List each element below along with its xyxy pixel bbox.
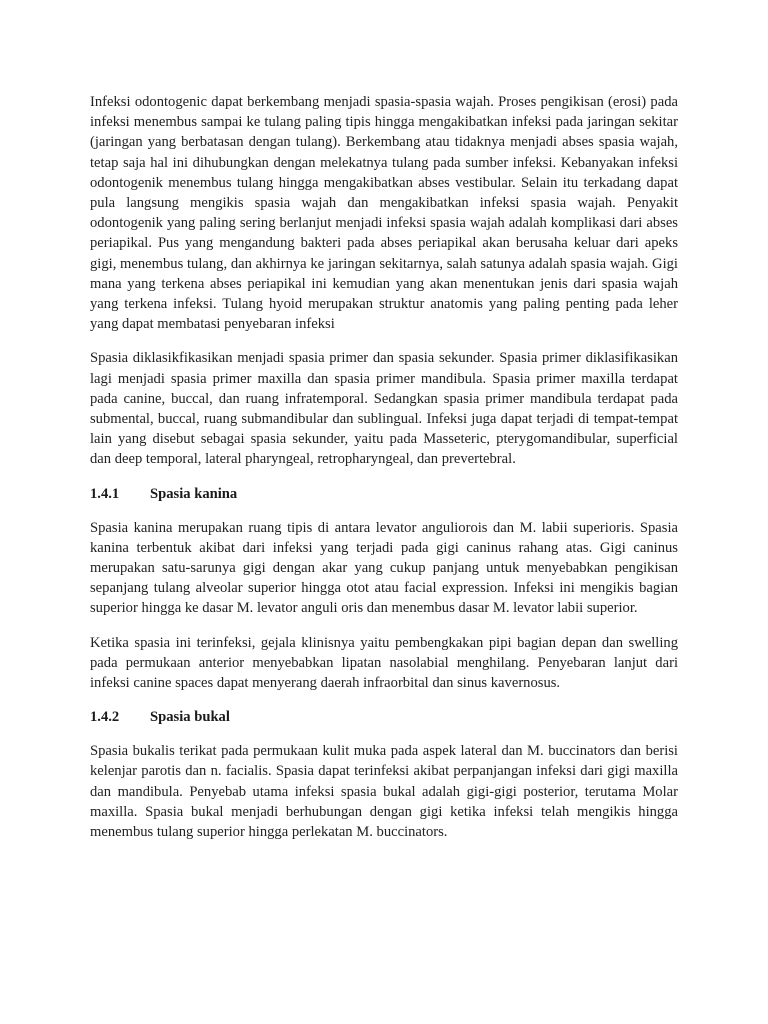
section-heading-bukal — [90, 707, 678, 727]
document-body — [90, 92, 678, 856]
section-title: Spasia bukal — [150, 709, 230, 726]
intro-paragraph-1: Infeksi odontogenic dapat berkembang menjadi spasia-spasia wajah. Proses pengikisan (erosi) pada infeksi menembus sampai ke tulang paling tipis hingga mengakibatkan infeksi pada jaringan sekitar (jaringan yang berbatasan dengan tulang). Berkembang atau tidaknya menjadi abses spasia wajah, tetap saja hal ini dihubungkan dengan melekatnya tulang pada sumber infeksi. Kebanyakan infeksi odontogenik menembus tulang hingga mengakibatkan abses vestibular. Selain itu terkadang dapat pula langsung mengikis spasia wajah dan mengakibatkan infeksi spasia wajah. Penyakit odontogenik yang paling sering berlanjut menjadi infeksi spasia wajah adalah komplikasi dari abses periapikal. Pus yang mengandung bakteri pada abses periapikal akan berusaha keluar dari apeks gigi, menembus tulang, dan akhirnya ke jaringan sekitarnya, salah satunya adalah spasia wajah. Gigi mana yang terkena abses periapikal ini kemudian yang akan menentukan jenis dari spasia wajah yang terkena infeksi. Tulang hyoid merupakan struktur anatomis yang paling penting pada leher yang dapat membatasi penyebaran infeksi — [90, 94, 678, 333]
section-title: Spasia kanina — [150, 485, 238, 502]
section-number: 1.4.1 — [90, 485, 120, 502]
kanina-paragraph-2: Ketika spasia ini terinfeksi, gejala klinisnya yaitu pembengkakan pipi bagian depan dan swelling pada permukaan anterior menyebabkan lipatan nasolabial menghilang. Penyebaran lanjut dari infeksi canine spaces dapat menyerang daerah infraorbital dan sinus kavernosus. — [90, 634, 678, 692]
bukal-paragraph-1: Spasia bukalis terikat pada permukaan kulit muka pada aspek lateral dan M. buccinators dan berisi kelenjar parotis dan n. facialis. Spasia dapat terinfeksi akibat perpanjangan infeksi dari gigi maxilla dan mandibula. Penyebab utama infeksi spasia bukal adalah gigi-gigi posterior, terutama Molar maxilla. Spasia bukal menjadi berhubungan dengan gigi ketika infeksi telah mengikis hingga menembus tulang superior hingga perlekatan M. buccinators. — [90, 743, 678, 841]
kanina-paragraph-1: Spasia kanina merupakan ruang tipis di antara levator anguliorois dan M. labii superioris. Spasia kanina terbentuk akibat dari infeksi yang terjadi pada gigi caninus rahang atas. Gigi caninus merupakan satu-sarunya gigi dengan akar yang cukup panjang untuk menyebabkan pengikisan sepanjang tulang alveolar superior hingga otot atau facial expression. Infeksi ini mengikis bagian superior hingga ke dasar M. levator anguli oris dan menembus dasar M. levator labii superior. — [90, 519, 678, 617]
section-heading-kanina — [90, 484, 678, 504]
intro-paragraph-2: Spasia diklasikfikasikan menjadi spasia primer dan spasia sekunder. Spasia primer diklasifikasikan lagi menjadi spasia primer maxilla dan spasia primer mandibula. Spasia primer maxilla terdapat pada canine, buccal, dan ruang infratemporal. Sedangkan spasia primer mandibula terdapat pada submental, buccal, ruang submandibular dan sublingual. Infeksi juga dapat terjadi di tempat-tempat lain yang disebut sebagai spasia sekunder, yaitu pada Masseteric, pterygomandibular, superficial dan deep temporal, lateral pharyngeal, retropharyngeal, dan prevertebral. — [90, 350, 678, 468]
section-number: 1.4.2 — [90, 709, 120, 726]
